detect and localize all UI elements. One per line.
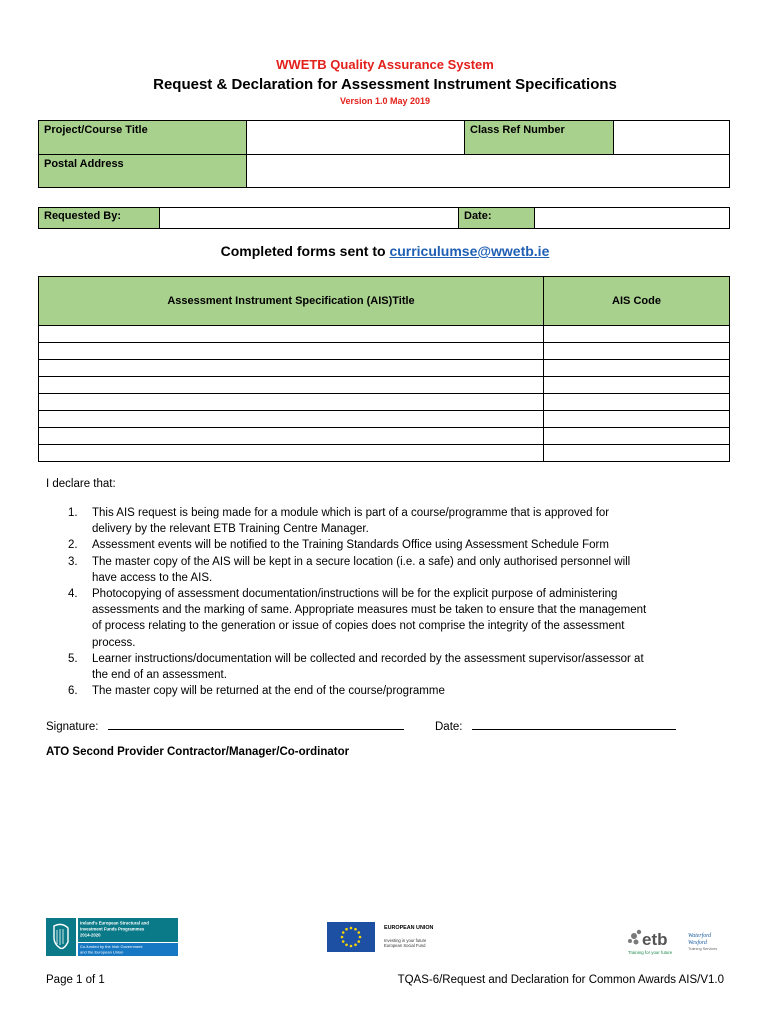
ais-table: [38, 276, 730, 462]
list-item: [46, 554, 726, 586]
project-title-field[interactable]: [247, 121, 465, 155]
ireland-logo-text-3: 2014-2020: [80, 932, 101, 938]
table-row: [39, 326, 730, 343]
etb-region-3: Training Services: [688, 947, 718, 951]
etb-logo: [626, 926, 726, 958]
page-title: Request & Declaration for Assessment Instrument Specifications: [153, 76, 617, 93]
eu-star-icon: [354, 943, 357, 946]
declaration-list: [46, 505, 726, 699]
table-row: [39, 343, 730, 360]
signature-field[interactable]: [108, 717, 404, 730]
ais-title-cell[interactable]: [39, 428, 544, 445]
list-item-text: This AIS request is being made for a module which is part of a course/programme that is approved for: [92, 507, 610, 519]
list-item: [46, 537, 726, 553]
list-item-text: The master copy will be returned at the end of the course/programme: [92, 685, 445, 698]
eu-star-icon: [342, 940, 345, 943]
eu-logo-line1: Investing in your future: [384, 938, 427, 943]
list-item: [46, 651, 726, 683]
requested-by-label: Requested By:: [39, 208, 160, 229]
list-item-text: Assessment events will be notified to the Training Standards Office using Assessment Schedule Form: [92, 539, 609, 552]
list-item-text: delivery by the relevant ETB Training Centre Manager.: [92, 523, 369, 536]
list-item-number: 4.: [68, 588, 78, 601]
ireland-esif-logo: [46, 918, 178, 956]
ais-title-cell[interactable]: [39, 445, 544, 462]
eu-star-icon: [350, 945, 353, 948]
list-item-number: 5.: [68, 652, 78, 665]
list-item-text: Photocopying of assessment documentation/instructions will be for the explicit purpose of administering: [92, 588, 618, 601]
version-label: Version 1.0 May 2019: [339, 96, 431, 106]
table-row: [39, 428, 730, 445]
etb-region-2: Wexford: [688, 940, 707, 946]
signature-date-label: Date:: [435, 721, 463, 733]
sent-to-line: [0, 243, 770, 259]
class-ref-field[interactable]: [614, 121, 730, 155]
list-item-text: the end of an assessment.: [92, 669, 227, 682]
list-item-text: assessments and the marking of same. Appropriate measures must be taken to ensure that the management: [92, 604, 647, 617]
table-row: [39, 360, 730, 377]
project-table: [38, 120, 730, 188]
postal-address-label: Postal Address: [39, 155, 247, 188]
table-row: [39, 394, 730, 411]
ais-title-header: Assessment Instrument Specification (AIS)Title: [39, 277, 544, 326]
list-item-number: 3.: [68, 555, 78, 568]
list-item-number: 2.: [68, 539, 78, 552]
ato-label: ATO Second Provider Contractor/Manager/Co-ordinator: [46, 746, 350, 758]
ais-code-cell[interactable]: [544, 326, 730, 343]
request-table: [38, 207, 730, 229]
ireland-logo-text-5: and the European Union: [80, 949, 124, 955]
ais-code-header: AIS Code: [544, 277, 730, 326]
eu-logo: [327, 918, 457, 954]
eu-logo-title: EUROPEAN UNION: [384, 925, 434, 931]
date-label: Date:: [459, 208, 535, 229]
etb-logo-text: etb: [642, 930, 668, 949]
date-field[interactable]: [535, 208, 730, 229]
ais-code-cell[interactable]: [544, 360, 730, 377]
eu-star-icon: [359, 936, 362, 939]
signature-row: [46, 717, 404, 733]
eu-star-icon: [354, 928, 357, 931]
requested-by-field[interactable]: [160, 208, 459, 229]
ais-title-cell[interactable]: [39, 343, 544, 360]
table-row: [39, 445, 730, 462]
eu-star-icon: [345, 943, 348, 946]
ais-title-cell[interactable]: [39, 360, 544, 377]
ais-code-cell[interactable]: [544, 343, 730, 360]
system-title: WWETB Quality Assurance System: [276, 57, 494, 72]
list-item-text: The master copy of the AIS will be kept in a secure location (i.e. a safe) and only authorised personnel will: [92, 555, 631, 568]
ais-title-cell[interactable]: [39, 326, 544, 343]
ireland-logo-text-4: Co-funded by the Irish Government: [80, 944, 143, 949]
list-item-text: have access to the AIS.: [92, 571, 213, 584]
list-item-number: 1.: [68, 507, 78, 519]
eu-logo-line2: European Social Fund: [384, 943, 426, 948]
list-item: [46, 505, 726, 537]
ais-code-cell[interactable]: [544, 377, 730, 394]
ais-title-cell[interactable]: [39, 411, 544, 428]
email-link[interactable]: curriculumse@wwetb.ie: [389, 243, 550, 259]
project-title-label: Project/Course Title: [39, 121, 247, 155]
ais-code-cell[interactable]: [544, 411, 730, 428]
document-ref: TQAS-6/Request and Declaration for Common Awards AIS/V1.0: [397, 974, 724, 986]
signature-date-row: [435, 717, 676, 733]
table-row: [39, 377, 730, 394]
ireland-logo-text-2: Investment Funds Programmes: [80, 926, 145, 932]
signature-label: Signature:: [46, 721, 99, 733]
list-item-text: of process relating to the generation or issue of copies does not comprise the integrity of the assessment: [92, 620, 625, 633]
list-item-text: Learner instructions/documentation will be collected and recorded by the assessment supervisor/assessor at: [92, 652, 644, 665]
ais-code-cell[interactable]: [544, 394, 730, 411]
etb-logo-tagline: Training for your future: [628, 950, 673, 955]
class-ref-label: Class Ref Number: [465, 121, 614, 155]
list-item: [46, 683, 726, 699]
ais-title-cell[interactable]: [39, 377, 544, 394]
ireland-logo-text-1: Ireland's European Structural and: [80, 920, 149, 926]
eu-star-icon: [345, 928, 348, 931]
eu-star-icon: [341, 936, 344, 939]
page-number: Page 1 of 1: [46, 974, 105, 986]
list-item-text: process.: [92, 636, 136, 649]
ais-code-cell[interactable]: [544, 445, 730, 462]
ais-code-cell[interactable]: [544, 428, 730, 445]
ais-title-cell[interactable]: [39, 394, 544, 411]
declaration-intro: I declare that:: [46, 478, 116, 490]
signature-date-field[interactable]: [472, 717, 676, 730]
sent-to-prefix: Completed forms sent to: [220, 243, 386, 259]
etb-region-1: Waterford: [688, 933, 712, 939]
postal-address-field[interactable]: [247, 155, 730, 188]
table-row: [39, 411, 730, 428]
eu-star-icon: [350, 927, 353, 930]
eu-star-icon: [357, 940, 360, 943]
list-item-number: 6.: [68, 685, 78, 698]
eu-star-icon: [357, 931, 360, 934]
list-item: [46, 586, 726, 651]
eu-star-icon: [342, 931, 345, 934]
